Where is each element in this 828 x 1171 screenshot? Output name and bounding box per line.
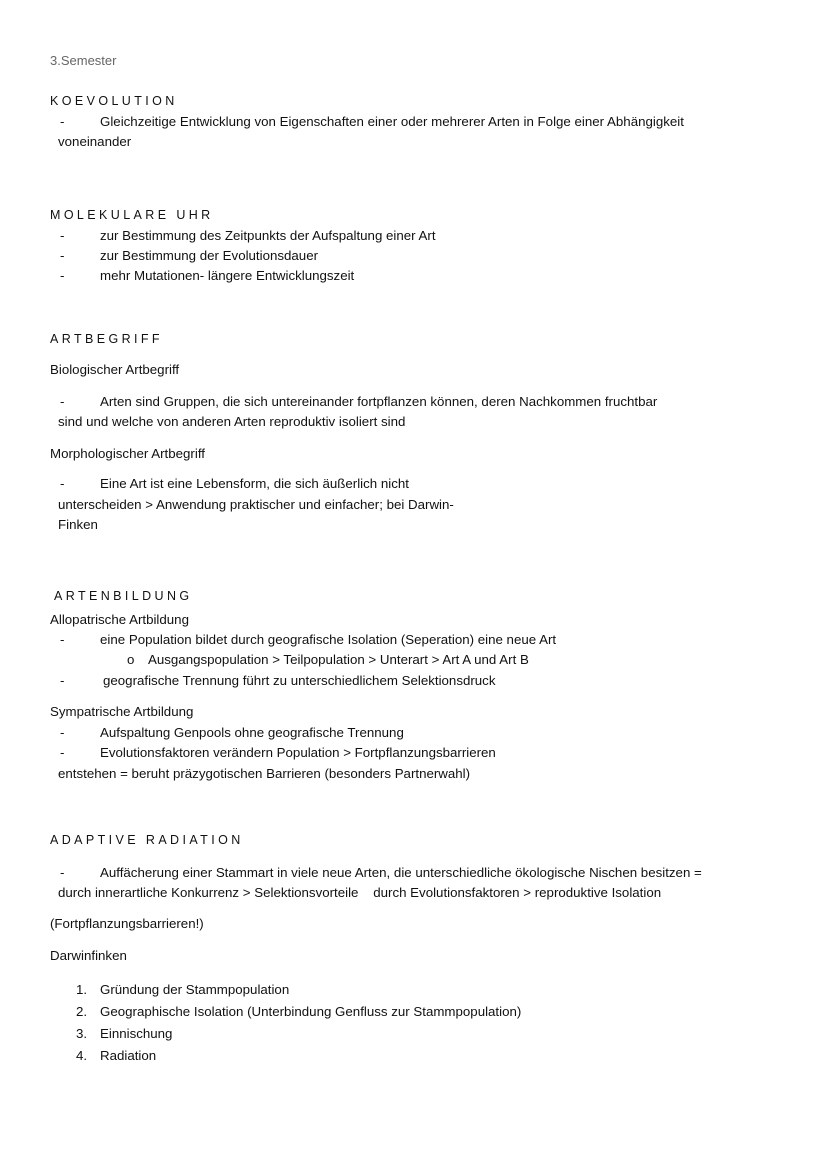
bullet-dash: - [60,228,65,243]
ordered-list-number: 2. [76,1004,88,1019]
bullet-dash: - [60,114,65,129]
molekulare-uhr-bullet-2: zur Bestimmung der Evolutionsdauer [100,248,319,263]
koevolution-text-line1: Gleichzeitige Entwicklung von Eigenschaften einer oder mehrerer Arten in Folge einer Abhängigkeit [100,114,684,129]
sympatrisch-bullet-1: Aufspaltung Genpools ohne geografische Trennung [100,725,404,740]
section-title-adaptive-radiation: ADAPTIVE RADIATION [50,833,244,847]
section-title-artbegriff: ARTBEGRIFF [50,332,163,346]
subtitle-morphologischer-artbegriff: Morphologischer Artbegriff [50,446,205,461]
bullet-dash: - [60,725,65,740]
section-title-molekulare-uhr: MOLEKULARE UHR [50,208,214,222]
bullet-dash: - [60,476,65,491]
subtitle-darwinfinken: Darwinfinken [50,948,127,963]
subtitle-allopatrische-artbildung: Allopatrische Artbildung [50,612,189,627]
ordered-list-item: Einnischung [100,1026,173,1041]
allopatrisch-bullet-1: eine Population bildet durch geografische Isolation (Seperation) eine neue Art [100,632,557,647]
section-title-koevolution: KOEVOLUTION [50,94,178,108]
subtitle-biologischer-artbegriff: Biologischer Artbegriff [50,362,180,377]
ordered-list-item: Radiation [100,1048,157,1063]
bullet-dash: - [60,394,65,409]
bullet-dash: - [60,268,65,283]
bullet-dash: - [60,632,65,647]
allopatrisch-sub-bullet: Ausgangspopulation > Teilpopulation > Unterart > Art A und Art B [148,652,529,667]
bullet-dash: - [60,865,65,880]
ordered-list-number: 3. [76,1026,88,1041]
ordered-list-number: 4. [76,1048,88,1063]
adaptive-radiation-line3: (Fortpflanzungsbarrieren!) [50,916,204,931]
sub-bullet-marker: o [127,652,135,667]
sympatrisch-bullet-2-cont: entstehen = beruht präzygotischen Barrieren (besonders Partnerwahl) [58,766,471,781]
adaptive-radiation-line1: Auffächerung einer Stammart in viele neue Arten, die unterschiedliche ökologische Nischen besitzen = [100,865,702,880]
koevolution-text-line2: voneinander [58,134,132,149]
molekulare-uhr-bullet-1: zur Bestimmung des Zeitpunkts der Aufspaltung einer Art [100,228,436,243]
ordered-list-number: 1. [76,982,88,997]
morphologisch-text-line2: unterscheiden > Anwendung praktischer und einfacher; bei Darwin- [58,497,454,512]
page-header-label: 3.Semester [50,53,117,68]
biologisch-text-line1: Arten sind Gruppen, die sich untereinander fortpflanzen können, deren Nachkommen fruchtbar [100,394,658,409]
allopatrisch-bullet-2: geografische Trennung führt zu unterschiedlichem Selektionsdruck [103,673,496,688]
biologisch-text-line2: sind und welche von anderen Arten reproduktiv isoliert sind [58,414,406,429]
molekulare-uhr-bullet-3: mehr Mutationen- längere Entwicklungszeit [100,268,355,283]
sympatrisch-bullet-2: Evolutionsfaktoren verändern Population > Fortpflanzungsbarrieren [100,745,496,760]
bullet-dash: - [60,745,65,760]
bullet-dash: - [60,673,65,688]
bullet-dash: - [60,248,65,263]
adaptive-radiation-line2: durch innerartliche Konkurrenz > Selektionsvorteile durch Evolutionsfaktoren > reproduktive Isolation [58,885,662,900]
morphologisch-text-line3: Finken [58,517,98,532]
morphologisch-text-line1: Eine Art ist eine Lebensform, die sich äußerlich nicht [100,476,409,491]
section-title-artenbildung: ARTENBILDUNG [54,589,193,603]
ordered-list-item: Geographische Isolation (Unterbindung Genfluss zur Stammpopulation) [100,1004,522,1019]
subtitle-sympatrische-artbildung: Sympatrische Artbildung [50,704,194,719]
ordered-list-item: Gründung der Stammpopulation [100,982,290,997]
